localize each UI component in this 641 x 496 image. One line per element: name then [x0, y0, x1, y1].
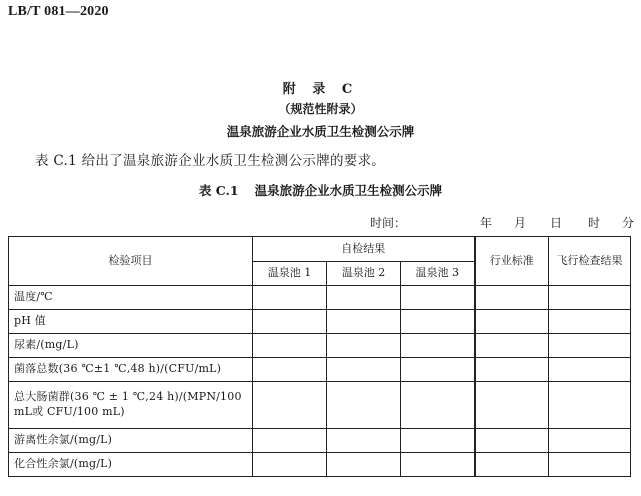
- appendix-nature: （规范性附录）: [278, 102, 363, 116]
- flight-check-cell: [549, 334, 631, 358]
- table-number: 表 C.1: [198, 183, 239, 198]
- water-quality-table: [8, 236, 631, 477]
- pool-2-cell: [327, 429, 401, 453]
- pool-1-cell: [253, 429, 327, 453]
- header-pool-3: 温泉池 3: [401, 262, 475, 286]
- row-item-label: pH 值: [9, 310, 253, 334]
- table-caption: [0, 181, 641, 199]
- flight-check-cell: [549, 286, 631, 310]
- row-item-label: 游离性余氯/(mg/L): [9, 429, 253, 453]
- industry-standard-cell: [475, 429, 549, 453]
- time-hour: 时: [588, 216, 601, 230]
- pool-1-cell: [253, 310, 327, 334]
- appendix-title: 温泉旅游企业水质卫生检测公示牌: [226, 124, 415, 139]
- time-month: 月: [514, 216, 527, 230]
- industry-standard-cell: [475, 286, 549, 310]
- table-row: [9, 334, 631, 358]
- intro-paragraph: 表 C.1 给出了温泉旅游企业水质卫生检测公示牌的要求。: [35, 153, 386, 169]
- time-label: 时间：: [370, 216, 407, 230]
- flight-check-cell: [549, 358, 631, 382]
- table-row: [9, 310, 631, 334]
- row-item-label: 尿素/(mg/L): [9, 334, 253, 358]
- pool-1-cell: [253, 286, 327, 310]
- pool-1-cell: [253, 453, 327, 477]
- industry-standard-cell: [475, 334, 549, 358]
- row-item-label: 总大肠菌群(36 ℃ ± 1 ℃,24 h)/(MPN/100 mL或 CFU/100 mL): [9, 382, 253, 429]
- row-item-label: 化合性余氯/(mg/L): [9, 453, 253, 477]
- table-row: [9, 453, 631, 477]
- pool-2-cell: [327, 286, 401, 310]
- industry-standard-cell: [475, 453, 549, 477]
- header-item: 检验项目: [9, 237, 253, 286]
- flight-check-cell: [549, 453, 631, 477]
- pool-3-cell: [401, 453, 475, 477]
- pool-2-cell: [327, 334, 401, 358]
- header-pool-1: 温泉池 1: [253, 262, 327, 286]
- table-row: [9, 286, 631, 310]
- pool-1-cell: [253, 334, 327, 358]
- pool-2-cell: [327, 358, 401, 382]
- header-self-check: 自检结果: [253, 237, 475, 262]
- pool-3-cell: [401, 310, 475, 334]
- time-year: 年: [480, 216, 493, 230]
- standard-code: LB/T 081—2020: [8, 4, 109, 19]
- industry-standard-cell: [475, 382, 549, 429]
- row-item-label: 菌落总数(36 ℃±1 ℃,48 h)/(CFU/mL): [9, 358, 253, 382]
- header-industry-standard: 行业标准: [475, 237, 549, 286]
- pool-2-cell: [327, 453, 401, 477]
- table-row: [9, 429, 631, 453]
- table-title: 温泉旅游企业水质卫生检测公示牌: [254, 183, 443, 198]
- pool-1-cell: [253, 358, 327, 382]
- header-flight-check: 飞行检查结果: [549, 237, 631, 286]
- row-item-label: 温度/℃: [9, 286, 253, 310]
- industry-standard-cell: [475, 310, 549, 334]
- pool-1-cell: [253, 382, 327, 429]
- pool-3-cell: [401, 286, 475, 310]
- pool-2-cell: [327, 310, 401, 334]
- flight-check-cell: [549, 382, 631, 429]
- industry-standard-cell: [475, 358, 549, 382]
- time-day: 日: [550, 216, 563, 230]
- time-line: [0, 214, 641, 232]
- flight-check-cell: [549, 429, 631, 453]
- time-minute: 分: [622, 216, 635, 230]
- appendix-label: 附 录 C: [282, 82, 359, 97]
- pool-3-cell: [401, 334, 475, 358]
- table-row: [9, 358, 631, 382]
- pool-3-cell: [401, 382, 475, 429]
- pool-3-cell: [401, 429, 475, 453]
- pool-2-cell: [327, 382, 401, 429]
- table-row: [9, 382, 631, 429]
- flight-check-cell: [549, 310, 631, 334]
- pool-3-cell: [401, 358, 475, 382]
- header-pool-2: 温泉池 2: [327, 262, 401, 286]
- table-header-row: [9, 237, 631, 262]
